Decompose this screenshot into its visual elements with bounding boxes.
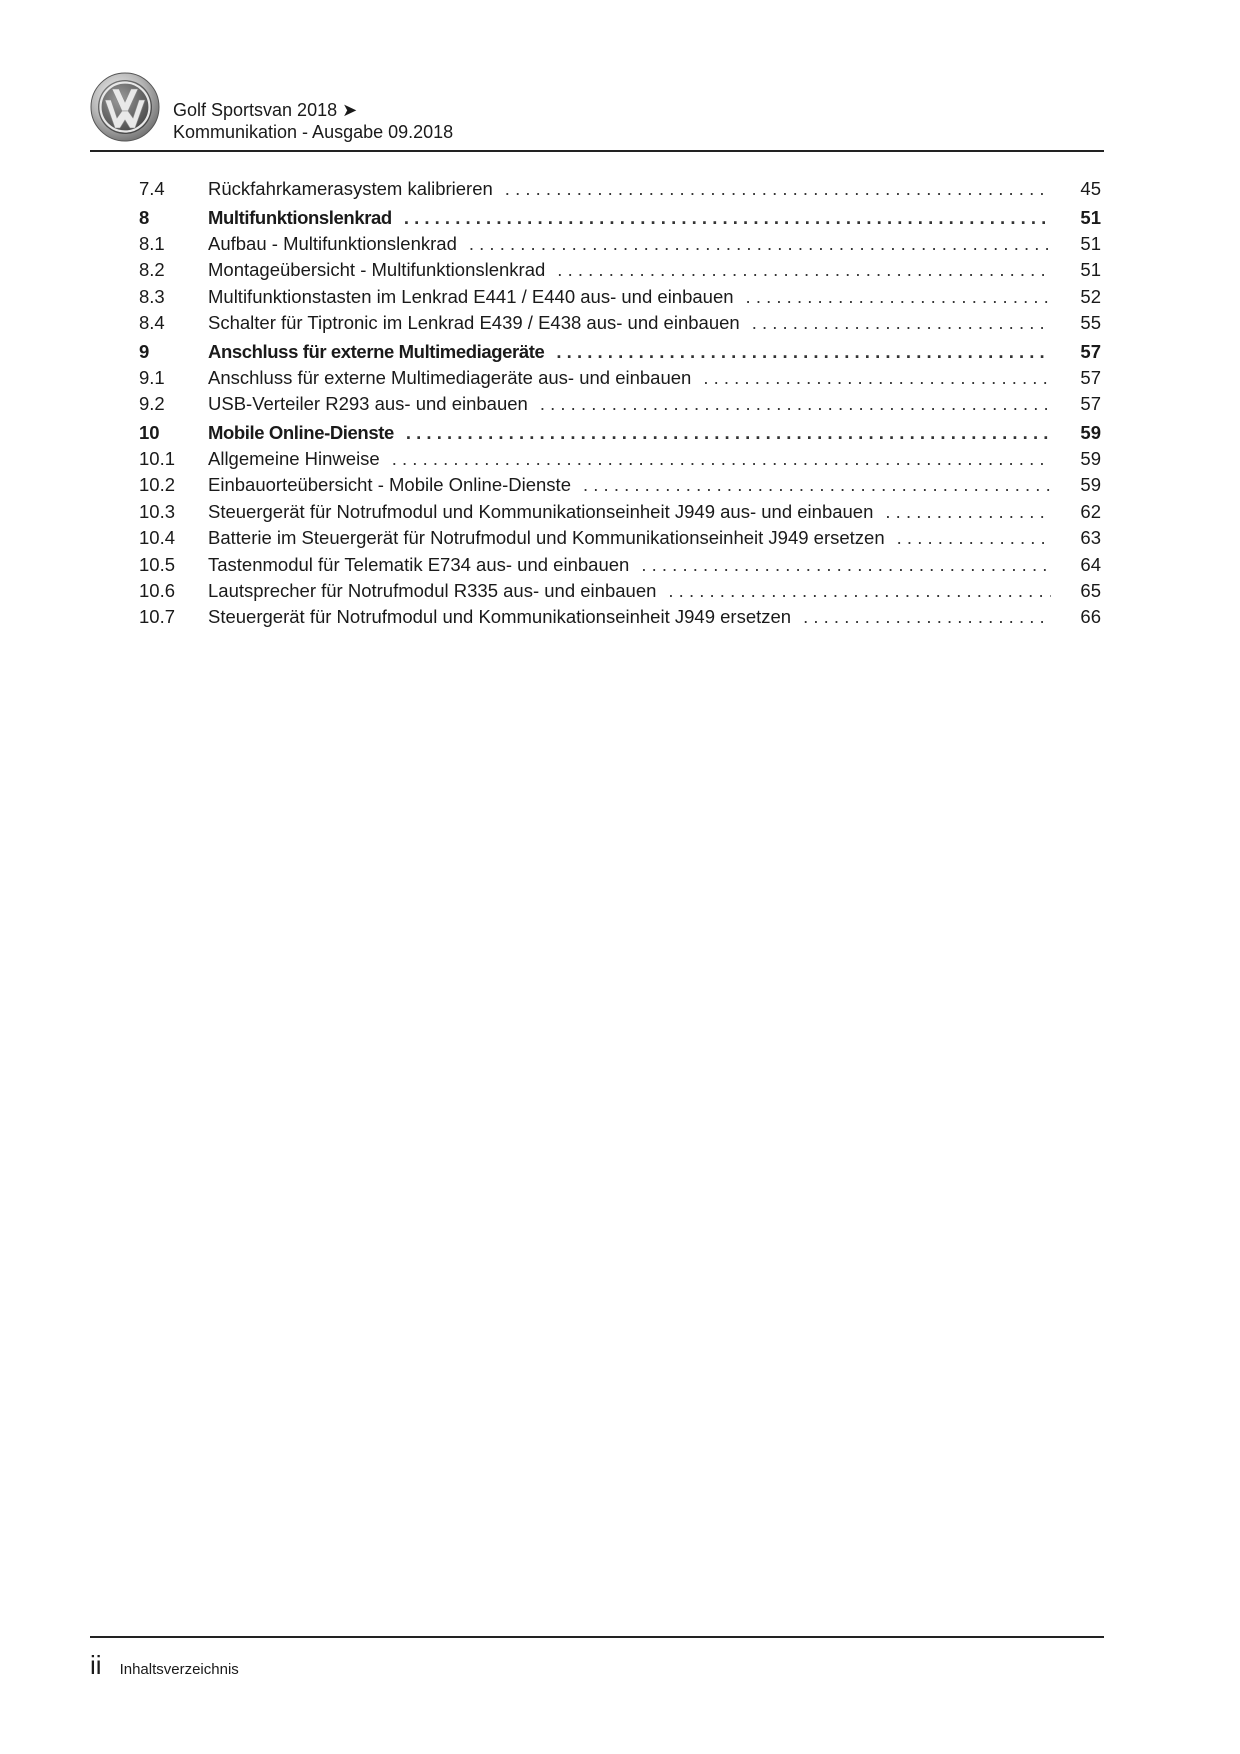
toc-entry-page: 63: [1080, 527, 1101, 549]
toc-entry-page: 62: [1080, 500, 1101, 522]
toc-entry-page: 51: [1080, 232, 1101, 254]
page-footer: [90, 1650, 239, 1681]
toc-entry-number: 8.4: [139, 312, 165, 334]
toc-entry-page: 52: [1080, 285, 1101, 307]
toc-entry-page: 59: [1080, 474, 1101, 496]
toc-entry[interactable]: [139, 257, 1101, 283]
toc-entry-number: 10.4: [139, 527, 176, 549]
header-model: Golf Sportsvan 2018 ➤: [173, 100, 358, 120]
toc-dot-leader: [406, 422, 1051, 444]
toc-dot-leader: [641, 554, 1051, 576]
header-title: [173, 99, 453, 143]
toc-entry-title: Batterie im Steuergerät für Notrufmodul und Kommunikationseinheit J949 ersetzen: [208, 527, 885, 549]
toc-entry-number: 10.2: [139, 474, 176, 496]
toc-dot-leader: [469, 233, 1051, 255]
toc-entry[interactable]: [139, 472, 1101, 498]
toc-dot-leader: [404, 207, 1051, 229]
toc-entry-title: Mobile Online-Dienste: [208, 421, 394, 443]
toc-entry-number: 9.2: [139, 393, 165, 415]
toc-entry-number: 10.5: [139, 553, 176, 575]
toc-entry-page: 65: [1080, 580, 1101, 602]
toc-entry-title: Allgemeine Hinweise: [208, 448, 380, 470]
toc-entry-title: Einbauorteübersicht - Mobile Online-Dienste: [208, 474, 571, 496]
toc-dot-leader: [885, 501, 1051, 523]
toc-entry-title: Rückfahrkamerasystem kalibrieren: [208, 178, 493, 200]
toc-entry-number: 10.3: [139, 500, 176, 522]
toc-entry-title: Anschluss für externe Multimediageräte aus- und einbauen: [208, 366, 692, 388]
toc-chapter-entry[interactable]: [139, 204, 1101, 230]
toc-dot-leader: [803, 606, 1051, 628]
footer-page-number: ii: [90, 1650, 102, 1680]
toc-dot-leader: [556, 341, 1051, 363]
toc-dot-leader: [668, 580, 1051, 602]
toc-entry[interactable]: [139, 391, 1101, 417]
toc-entry-page: 51: [1080, 206, 1101, 228]
toc-entry-number: 10: [139, 421, 160, 443]
toc-entry-title: Lautsprecher für Notrufmodul R335 aus- und einbauen: [208, 580, 657, 602]
toc-entry-page: 51: [1080, 259, 1101, 281]
toc-dot-leader: [557, 259, 1051, 281]
footer-divider: [90, 1636, 1104, 1638]
toc-entry-number: 8.3: [139, 285, 165, 307]
toc-entry[interactable]: [139, 231, 1101, 257]
toc-entry-title: Multifunktionstasten im Lenkrad E441 / E440 aus- und einbauen: [208, 285, 734, 307]
toc-entry-title: Tastenmodul für Telematik E734 aus- und einbauen: [208, 553, 630, 575]
toc-entry[interactable]: [139, 446, 1101, 472]
toc-entry-page: 55: [1080, 312, 1101, 334]
toc-entry-title: USB-Verteiler R293 aus- und einbauen: [208, 393, 528, 415]
toc-entry-number: 7.4: [139, 178, 165, 200]
toc-entry[interactable]: [139, 551, 1101, 577]
toc-entry-page: 45: [1080, 178, 1101, 200]
toc-entry-number: 8.2: [139, 259, 165, 281]
toc-entry-title: Aufbau - Multifunktionslenkrad: [208, 232, 457, 254]
header-divider: [90, 150, 1104, 152]
toc-dot-leader: [392, 448, 1051, 470]
toc-entry-page: 57: [1080, 366, 1101, 388]
toc-entry[interactable]: [139, 525, 1101, 551]
table-of-contents: [139, 176, 1101, 631]
toc-entry-title: Multifunktionslenkrad: [208, 206, 392, 228]
toc-entry[interactable]: [139, 365, 1101, 391]
toc-entry-page: 57: [1080, 340, 1101, 362]
toc-dot-leader: [746, 286, 1051, 308]
toc-dot-leader: [583, 474, 1051, 496]
toc-entry[interactable]: [139, 284, 1101, 310]
toc-entry-page: 64: [1080, 553, 1101, 575]
toc-entry-title: Schalter für Tiptronic im Lenkrad E439 / E438 aus- und einbauen: [208, 312, 740, 334]
toc-entry-page: 59: [1080, 448, 1101, 470]
toc-entry-page: 66: [1080, 606, 1101, 628]
toc-dot-leader: [540, 393, 1051, 415]
toc-entry[interactable]: [139, 578, 1101, 604]
toc-dot-leader: [505, 178, 1051, 200]
toc-entry[interactable]: [139, 499, 1101, 525]
toc-entry-number: 10.6: [139, 580, 176, 602]
toc-entry-number: 10.1: [139, 448, 176, 470]
toc-entry-page: 59: [1080, 421, 1101, 443]
toc-entry[interactable]: [139, 604, 1101, 630]
toc-entry-title: Montageübersicht - Multifunktionslenkrad: [208, 259, 546, 281]
toc-entry-page: 57: [1080, 393, 1101, 415]
toc-entry[interactable]: [139, 310, 1101, 336]
page-header: [90, 72, 1104, 152]
toc-entry-number: 9: [139, 340, 150, 362]
toc-chapter-entry[interactable]: [139, 338, 1101, 364]
toc-entry-number: 10.7: [139, 606, 176, 628]
toc-dot-leader: [703, 367, 1051, 389]
toc-entry-number: 8: [139, 206, 150, 228]
toc-entry[interactable]: [139, 176, 1101, 202]
toc-entry-title: Steuergerät für Notrufmodul und Kommunikationseinheit J949 ersetzen: [208, 606, 792, 628]
toc-dot-leader: [897, 527, 1051, 549]
toc-entry-number: 8.1: [139, 232, 165, 254]
toc-entry-title: Steuergerät für Notrufmodul und Kommunikationseinheit J949 aus- und einbauen: [208, 500, 874, 522]
toc-entry-number: 9.1: [139, 366, 165, 388]
footer-section-label: Inhaltsverzeichnis: [119, 1661, 239, 1678]
toc-chapter-entry[interactable]: [139, 420, 1101, 446]
toc-dot-leader: [752, 312, 1051, 334]
vw-logo-icon: [90, 72, 160, 142]
header-edition: Kommunikation - Ausgabe 09.2018: [173, 122, 454, 142]
toc-entry-title: Anschluss für externe Multimediageräte: [208, 340, 545, 362]
